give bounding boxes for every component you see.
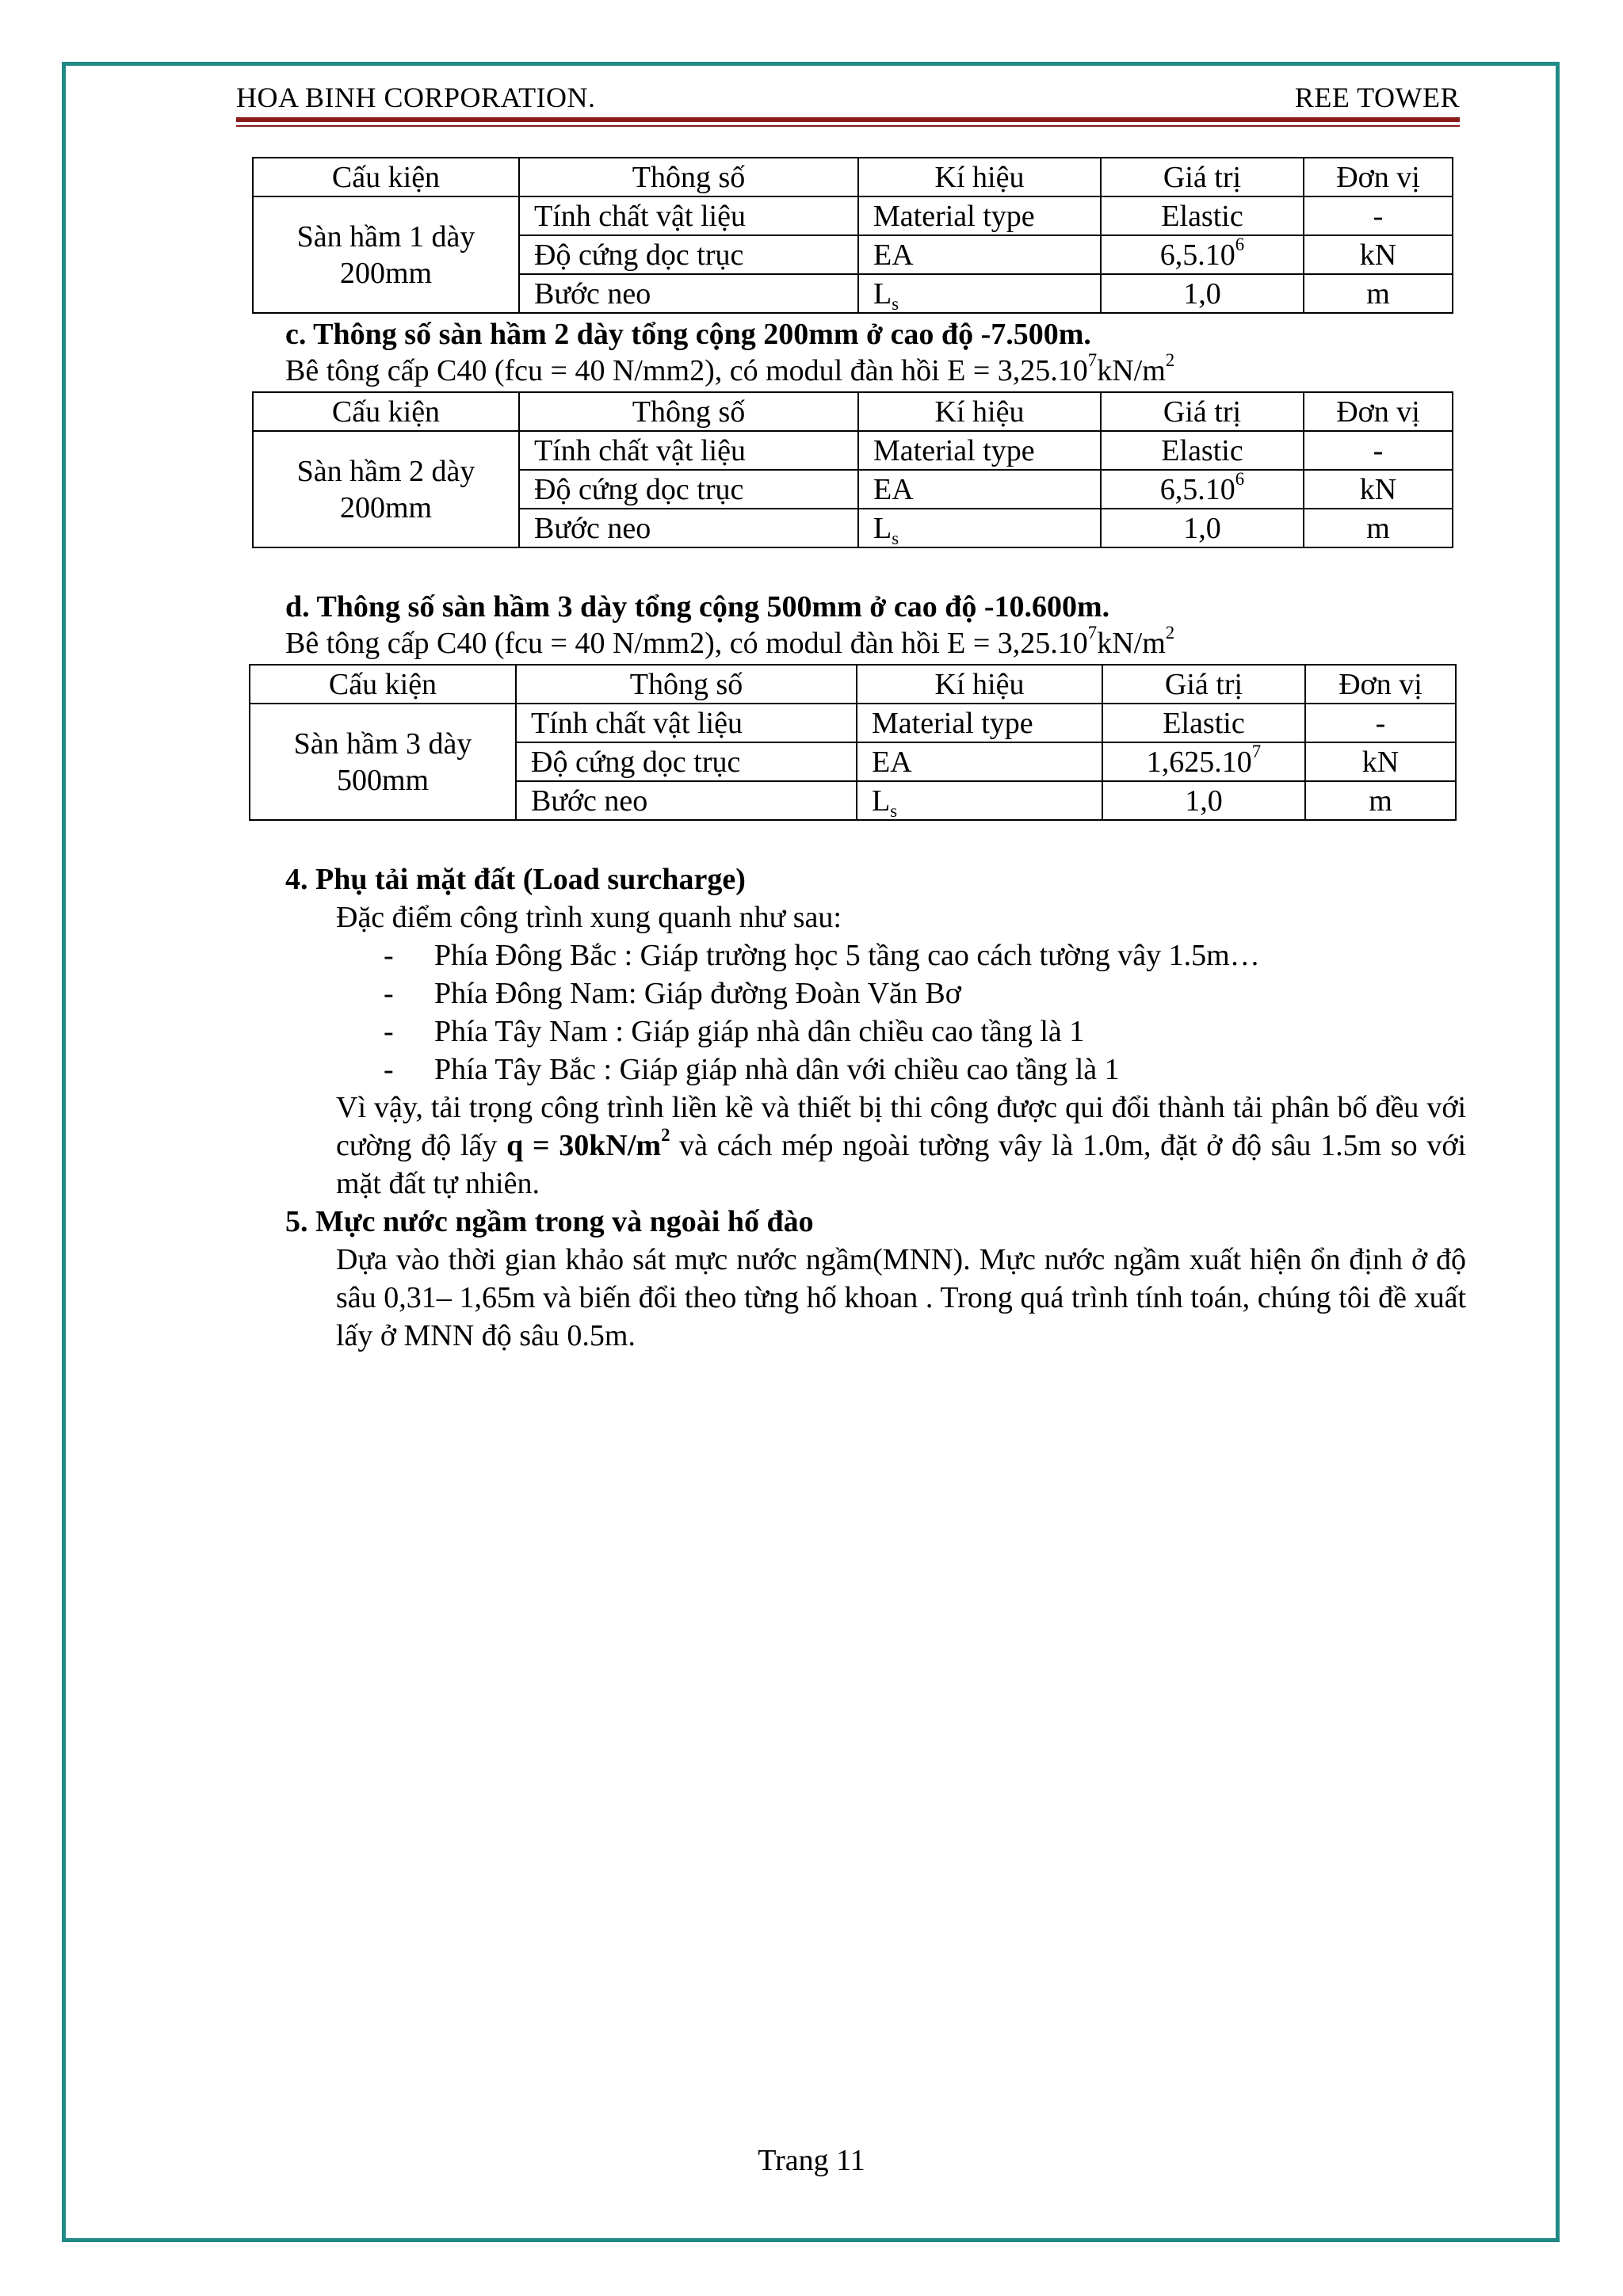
- unit-cell: -: [1305, 704, 1456, 742]
- section-d-title: d. Thông số sàn hầm 3 dày tổng cộng 500mm ở cao độ -10.600m.: [285, 590, 1110, 624]
- list-item: [384, 974, 394, 1013]
- bullet-dash: -: [384, 977, 394, 1010]
- concrete-unit: kN/m: [1097, 627, 1166, 660]
- value-cell: 1,0: [1101, 509, 1304, 547]
- table-header-row: [250, 665, 1456, 704]
- concrete-unit-exponent: 2: [1165, 623, 1175, 643]
- value-base: 6,5.10: [1159, 472, 1235, 506]
- symbol-subscript: s: [892, 528, 899, 549]
- table-basement-1: [252, 157, 1453, 314]
- symbol-cell: [858, 274, 1101, 313]
- col-header-unit: Đơn vị: [1305, 665, 1456, 704]
- concrete-text: Bê tông cấp C40 (fcu = 40 N/mm2), có modul đàn hồi E = 3,25.10: [285, 354, 1088, 387]
- list-item-text: Phía Tây Nam : Giáp giáp nhà dân chiều cao tầng là 1: [434, 1015, 1085, 1048]
- list-item: [384, 936, 394, 974]
- unit-cell: m: [1305, 781, 1456, 820]
- param-cell: Tính chất vật liệu: [519, 196, 858, 235]
- project-name: REE TOWER: [1294, 82, 1460, 113]
- value-cell: 1,0: [1101, 274, 1304, 313]
- bullet-dash: -: [384, 1053, 394, 1086]
- value-base: 1,625.10: [1146, 745, 1252, 779]
- load-value-text: q = 30kN/m: [506, 1129, 662, 1162]
- symbol-cell: Material type: [858, 196, 1101, 235]
- symbol-cell: Material type: [857, 704, 1102, 742]
- page-number: Trang 11: [758, 2144, 865, 2177]
- col-header-param: Thông số: [519, 158, 858, 196]
- symbol-cell: EA: [857, 742, 1102, 781]
- symbol-base: L: [872, 784, 891, 818]
- section-c-concrete: [285, 352, 1174, 390]
- section-c-title: c. Thông số sàn hầm 2 dày tổng cộng 200mm ở cao độ -7.500m.: [285, 318, 1091, 351]
- bullet-dash: -: [384, 1015, 394, 1048]
- param-cell: Bước neo: [519, 509, 858, 547]
- value-exponent: 6: [1235, 234, 1245, 254]
- param-cell: Độ cứng dọc trục: [519, 235, 858, 274]
- symbol-base: L: [873, 277, 892, 311]
- unit-cell: kN: [1305, 742, 1456, 781]
- header-rule-thin: [236, 125, 1460, 127]
- section-5-paragraph: Dựa vào thời gian khảo sát mực nước ngầm(MNN). Mực nước ngầm xuất hiện ổn định ở độ sâu 0,31– 1,65m và biến đổi theo từng hố khoan . Trong quá trình tính toán, chúng tôi đề xuất lấy ở MNN độ sâu 0.5m.: [336, 1243, 1466, 1352]
- param-cell: Tính chất vật liệu: [519, 431, 858, 470]
- bullet-dash: -: [384, 939, 394, 972]
- concrete-unit: kN/m: [1097, 354, 1166, 387]
- symbol-base: L: [873, 511, 892, 545]
- list-item-text: Phía Đông Nam: Giáp đường Đoàn Văn Bơ: [434, 977, 961, 1010]
- section-d-concrete: [285, 624, 1174, 662]
- value-cell: [1101, 235, 1304, 274]
- value-cell: Elastic: [1101, 196, 1304, 235]
- load-value-exponent: 2: [661, 1125, 670, 1146]
- unit-cell: kN: [1304, 470, 1453, 509]
- company-name: HOA BINH CORPORATION.: [236, 82, 596, 113]
- concrete-text: Bê tông cấp C40 (fcu = 40 N/mm2), có modul đàn hồi E = 3,25.10: [285, 627, 1088, 660]
- element-name: Sàn hầm 3 dày 500mm: [250, 704, 516, 820]
- concrete-exponent: 7: [1087, 350, 1098, 371]
- col-header-element: Cấu kiện: [250, 665, 516, 704]
- section-4-intro: Đặc điểm công trình xung quanh như sau:: [336, 901, 842, 934]
- value-cell: 1,0: [1102, 781, 1305, 820]
- col-header-unit: Đơn vị: [1304, 392, 1453, 431]
- paragraph-text: Vì vậy, tải trọng công trình liền kề và thiết bị thi công được qui đổi thành tải phân bố đều với cường độ lấy: [336, 1091, 1466, 1162]
- list-item-text: Phía Tây Bắc : Giáp giáp nhà dân với chiều cao tầng là 1: [434, 1053, 1120, 1086]
- value-cell: Elastic: [1101, 431, 1304, 470]
- element-name: Sàn hầm 2 dày 200mm: [253, 431, 519, 547]
- col-header-value: Giá trị: [1101, 158, 1304, 196]
- symbol-cell: [857, 781, 1102, 820]
- col-header-symbol: Kí hiệu: [857, 665, 1102, 704]
- table-header-row: [253, 392, 1453, 431]
- unit-cell: -: [1304, 196, 1453, 235]
- element-name: Sàn hầm 1 dày 200mm: [253, 196, 519, 313]
- col-header-element: Cấu kiện: [253, 392, 519, 431]
- header-rule: [236, 117, 1460, 122]
- list-item-text: Phía Đông Bắc : Giáp trường học 5 tầng cao cách tường vây 1.5m…: [434, 939, 1260, 972]
- unit-cell: m: [1304, 509, 1453, 547]
- concrete-exponent: 7: [1087, 623, 1098, 643]
- table-header-row: [253, 158, 1453, 196]
- symbol-cell: EA: [858, 470, 1101, 509]
- concrete-unit-exponent: 2: [1165, 350, 1175, 371]
- col-header-value: Giá trị: [1101, 392, 1304, 431]
- table-basement-3: [249, 664, 1457, 821]
- value-cell: [1102, 742, 1305, 781]
- section-5-title: 5. Mực nước ngầm trong và ngoài hố đào: [285, 1205, 814, 1238]
- unit-cell: -: [1304, 431, 1453, 470]
- param-cell: Độ cứng dọc trục: [519, 470, 858, 509]
- table-basement-2: [252, 391, 1453, 548]
- list-item: [384, 1051, 394, 1089]
- page-header: [236, 78, 1460, 119]
- value-exponent: 7: [1251, 741, 1262, 761]
- col-header-unit: Đơn vị: [1304, 158, 1453, 196]
- value-cell: [1101, 470, 1304, 509]
- param-cell: Bước neo: [519, 274, 858, 313]
- section-4-title: 4. Phụ tải mặt đất (Load surcharge): [285, 863, 746, 896]
- col-header-element: Cấu kiện: [253, 158, 519, 196]
- table-row: [253, 431, 1453, 470]
- symbol-cell: [858, 509, 1101, 547]
- load-value: [506, 1125, 670, 1162]
- unit-cell: kN: [1304, 235, 1453, 274]
- section-4-paragraph: [336, 1089, 1466, 1203]
- col-header-param: Thông số: [519, 392, 858, 431]
- value-cell: Elastic: [1102, 704, 1305, 742]
- param-cell: Độ cứng dọc trục: [516, 742, 857, 781]
- value-exponent: 6: [1235, 468, 1245, 489]
- list-item: [384, 1013, 394, 1051]
- col-header-symbol: Kí hiệu: [858, 158, 1101, 196]
- symbol-cell: EA: [858, 235, 1101, 274]
- col-header-value: Giá trị: [1102, 665, 1305, 704]
- col-header-param: Thông số: [516, 665, 857, 704]
- unit-cell: m: [1304, 274, 1453, 313]
- symbol-subscript: s: [890, 801, 898, 822]
- param-cell: Tính chất vật liệu: [516, 704, 857, 742]
- symbol-subscript: s: [892, 294, 899, 315]
- symbol-cell: Material type: [858, 431, 1101, 470]
- value-base: 6,5.10: [1159, 238, 1235, 272]
- paragraph-text-end: và cách mép ngoài tường vây là 1.0m, đặt ở độ sâu 1.5m so với mặt đất tự nhiên.: [336, 1129, 1467, 1200]
- table-row: [250, 704, 1456, 742]
- table-row: [253, 196, 1453, 235]
- param-cell: Bước neo: [516, 781, 857, 820]
- col-header-symbol: Kí hiệu: [858, 392, 1101, 431]
